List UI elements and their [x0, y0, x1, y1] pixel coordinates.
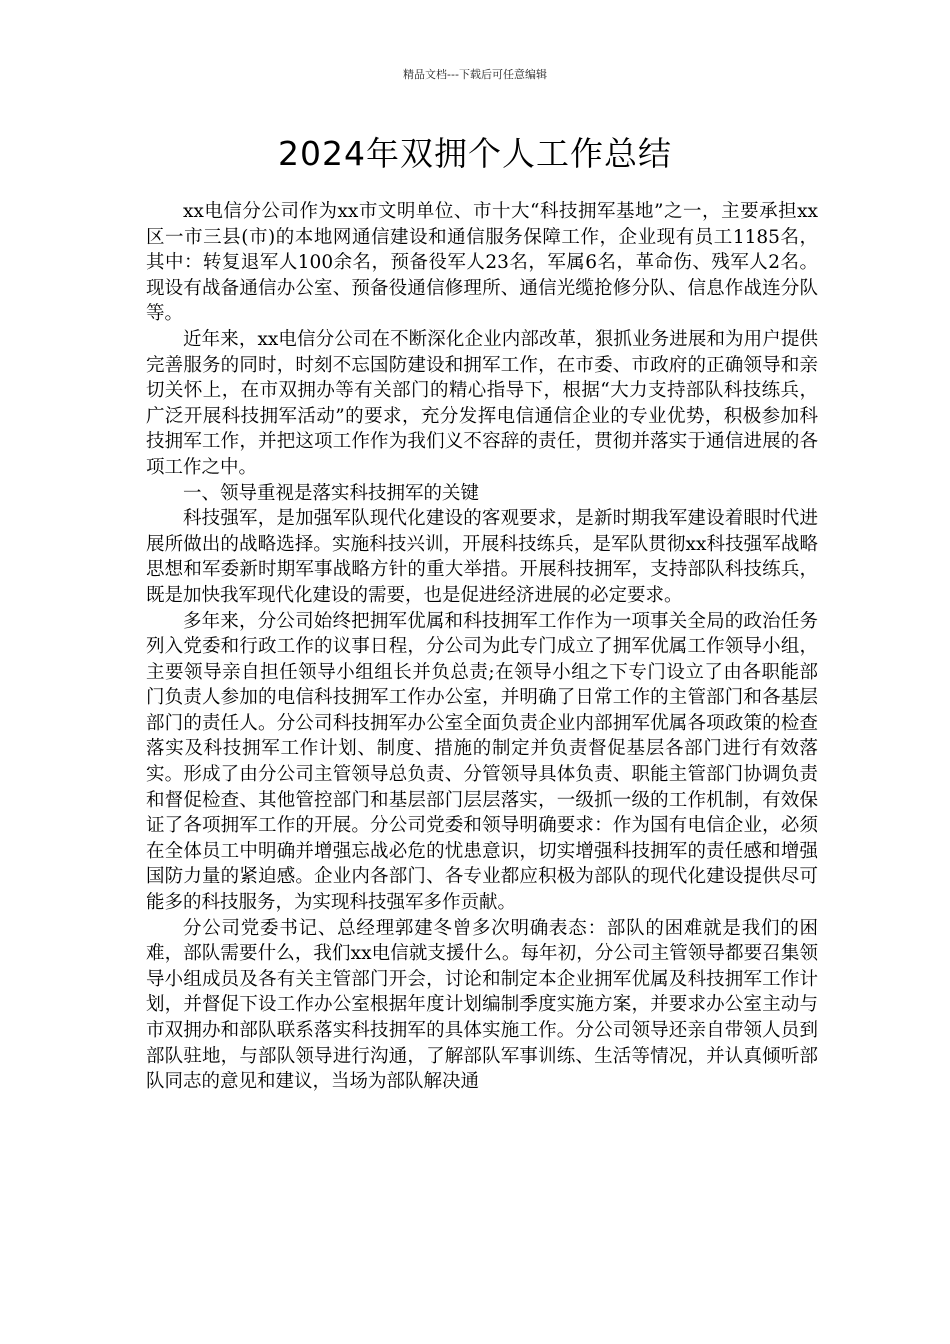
document-title: 2024年双拥个人工作总结: [278, 134, 672, 173]
document-body: [146, 199, 818, 1095]
paragraph-party-secretary: 分公司党委书记、总经理郭建冬曾多次明确表态：部队的困难就是我们的困难，部队需要什么，我们xx电信就支援什么。每年初，分公司主管领导都要召集领导小组成员及各有关主管部门开会，讨论和制定本企业拥军优属及科技拥军工作计划，并督促下设工作办公室根据年度计划编制季度实施方案，并要求办公室主动与市双拥办和部队联系落实科技拥军的具体实施工作。分公司领导还亲自带领人员到部队驻地，与部队领导进行沟通，了解部队军事训练、生活等情况，并认真倾听部队同志的意见和建议，当场为部队解决通: [146, 917, 818, 1093]
paragraph-recent-years: 近年来，xx电信分公司在不断深化企业内部改革，狠抓业务进展和为用户提供完善服务的同时，时刻不忘国防建设和拥军工作，在市委、市政府的正确领导和亲切关怀上，在市双拥办等有关部门的精心指导下，根据“大力支持部队科技练兵，广泛开展科技拥军活动”的要求，充分发挥电信通信企业的专业优势，积极参加科技拥军工作，并把这项工作作为我们义不容辞的责任，贯彻并落实于通信进展的各项工作之中。: [146, 328, 818, 478]
section-heading-1: 一、领导重视是落实科技拥军的关键: [183, 482, 480, 504]
paragraph-tech-strength: 科技强军，是加强军队现代化建设的客观要求，是新时期我军建设着眼时代进展所做出的战略选择。实施科技兴训，开展科技练兵，是军队贯彻xx科技强军战略思想和军委新时期军事战略方针的重大举措。开展科技拥军，支持部队科技练兵，既是加快我军现代化建设的需要，也是促进经济进展的必定要求。: [146, 508, 818, 606]
paragraph-intro: xx电信分公司作为xx市文明单位、市十大“科技拥军基地”之一，主要承担xx区一市三县(市)的本地网通信建设和通信服务保障工作，企业现有员工1185名，其中：转复退军人100余名，预备役军人23名，军属6名，革命伤、残军人2名。现设有战备通信办公室、预备役通信修理所、通信光缆抢修分队、信息作战连分队等。: [146, 201, 818, 325]
page-header-note: 精品文档---下载后可任意编辑: [403, 68, 547, 81]
paragraph-many-years: 多年来，分公司始终把拥军优属和科技拥军工作作为一项事关全局的政治任务列入党委和行政工作的议事日程，分公司为此专门成立了拥军优属工作领导小组，主要领导亲自担任领导小组组长并负总责;在领导小组之下专门设立了由各职能部门负责人参加的电信科技拥军工作办公室，并明确了日常工作的主管部门和各基层部门的责任人。分公司科技拥军办公室全面负责企业内部拥军优属各项政策的检查落实及科技拥军工作计划、制度、措施的制定并负责督促基层各部门进行有效落实。形成了由分公司主管领导总负责、分管领导具体负责、职能主管部门协调负责和督促检查、其他管控部门和基层部门层层落实，一级抓一级的工作机制，有效保证了各项拥军工作的开展。分公司党委和领导明确要求：作为国有电信企业，必须在全体员工中明确并增强忘战必危的忧患意识，切实增强科技拥军的责任感和增强国防力量的紧迫感。企业内各部门、各专业都应积极为部队的现代化建设提供尽可能多的科技服务，为实现科技强军多作贡献。: [146, 610, 818, 914]
